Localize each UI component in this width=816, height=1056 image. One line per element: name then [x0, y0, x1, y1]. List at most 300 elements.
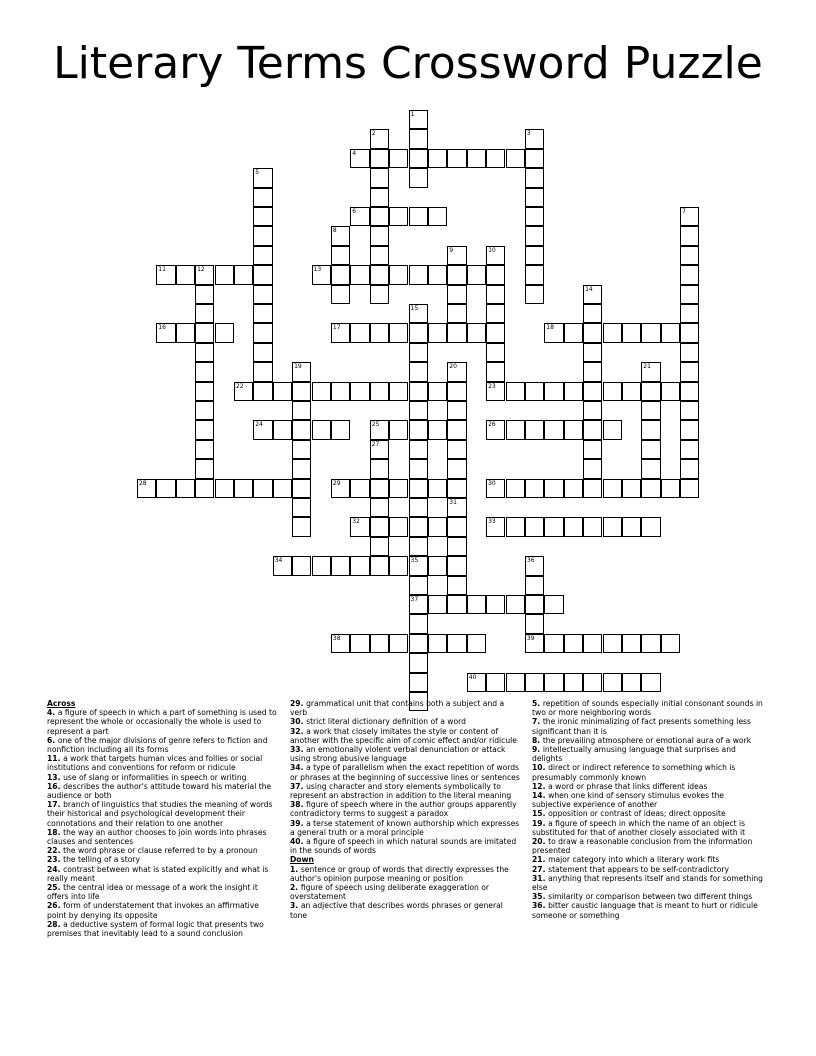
grid-cell[interactable]: [370, 634, 389, 653]
grid-cell[interactable]: [292, 401, 311, 420]
clue-item: 3. an adjective that describes words phrases or general tone: [290, 901, 503, 920]
grid-cell[interactable]: [486, 149, 505, 168]
grid-cell[interactable]: [544, 634, 563, 653]
grid-cell[interactable]: [544, 517, 563, 536]
grid-cell[interactable]: [215, 323, 234, 342]
grid-cell[interactable]: [641, 420, 660, 439]
grid-cell[interactable]: [234, 265, 253, 284]
grid-cell[interactable]: [253, 382, 272, 401]
clue-number: 26: [488, 421, 496, 429]
grid-cell[interactable]: [544, 479, 563, 498]
grid-cell[interactable]: [583, 362, 602, 381]
grid-cell[interactable]: [447, 576, 466, 595]
grid-cell[interactable]: [409, 323, 428, 342]
grid-cell[interactable]: [583, 440, 602, 459]
grid-cell[interactable]: [525, 246, 544, 265]
grid-cell[interactable]: [350, 382, 369, 401]
grid-cell[interactable]: [661, 382, 680, 401]
grid-cell[interactable]: [370, 382, 389, 401]
clue-number: 36: [526, 557, 535, 565]
grid-cell[interactable]: [486, 323, 505, 342]
grid-cell[interactable]: [409, 149, 428, 168]
grid-cell[interactable]: [583, 420, 602, 439]
grid-cell[interactable]: [506, 479, 525, 498]
grid-cell[interactable]: [680, 440, 699, 459]
grid-cell[interactable]: [409, 614, 428, 633]
grid-cell[interactable]: [428, 382, 447, 401]
grid-cell[interactable]: [486, 246, 505, 265]
grid-cell[interactable]: [506, 595, 525, 614]
grid-cell[interactable]: [292, 498, 311, 517]
grid-cell[interactable]: [564, 517, 583, 536]
grid-cell[interactable]: [156, 479, 175, 498]
across-header: Across: [47, 699, 76, 708]
grid-cell[interactable]: [564, 673, 583, 692]
grid-cell[interactable]: [661, 479, 680, 498]
grid-cell[interactable]: [525, 576, 544, 595]
grid-cell[interactable]: [525, 265, 544, 284]
grid-cell[interactable]: [680, 362, 699, 381]
clue-number: 18: [546, 324, 554, 332]
grid-cell[interactable]: [447, 440, 466, 459]
grid-cell[interactable]: [428, 420, 447, 439]
grid-cell[interactable]: [622, 634, 641, 653]
grid-cell[interactable]: [389, 634, 408, 653]
grid-cell[interactable]: [680, 401, 699, 420]
grid-cell[interactable]: [428, 595, 447, 614]
grid-cell[interactable]: [564, 382, 583, 401]
grid-cell[interactable]: [389, 382, 408, 401]
grid-cell[interactable]: [603, 420, 622, 439]
grid-cell[interactable]: [273, 556, 292, 575]
grid-cell[interactable]: [583, 285, 602, 304]
grid-cell[interactable]: [486, 304, 505, 323]
grid-cell[interactable]: [603, 634, 622, 653]
grid-cell[interactable]: [292, 420, 311, 439]
grid-cell[interactable]: [409, 479, 428, 498]
grid-cell[interactable]: [156, 323, 175, 342]
grid-cell[interactable]: [389, 479, 408, 498]
grid-cell[interactable]: [486, 673, 505, 692]
grid-cell[interactable]: [195, 323, 214, 342]
clue-number: 30: [488, 479, 496, 487]
grid-cell[interactable]: [428, 207, 447, 226]
grid-cell[interactable]: [331, 634, 350, 653]
grid-cell[interactable]: [525, 556, 544, 575]
grid-cell[interactable]: [506, 149, 525, 168]
grid-cell[interactable]: [215, 265, 234, 284]
grid-cell[interactable]: [525, 634, 544, 653]
grid-cell[interactable]: [331, 556, 350, 575]
grid-cell[interactable]: [680, 285, 699, 304]
grid-cell[interactable]: [661, 323, 680, 342]
grid-cell[interactable]: [389, 323, 408, 342]
grid-cell[interactable]: [350, 323, 369, 342]
grid-cell[interactable]: [409, 382, 428, 401]
grid-cell[interactable]: [292, 556, 311, 575]
grid-cell[interactable]: [525, 168, 544, 187]
grid-cell[interactable]: [447, 537, 466, 556]
grid-cell[interactable]: [680, 207, 699, 226]
grid-cell[interactable]: [486, 362, 505, 381]
grid-cell[interactable]: [389, 265, 408, 284]
grid-cell[interactable]: [486, 420, 505, 439]
grid-cell[interactable]: [564, 634, 583, 653]
grid-cell[interactable]: [447, 246, 466, 265]
grid-cell[interactable]: [467, 634, 486, 653]
grid-cell[interactable]: [409, 265, 428, 284]
grid-cell[interactable]: [389, 420, 408, 439]
grid-cell[interactable]: [544, 673, 563, 692]
grid-cell[interactable]: [331, 285, 350, 304]
grid-cell[interactable]: [370, 246, 389, 265]
grid-cell[interactable]: [583, 517, 602, 536]
grid-cell[interactable]: [564, 420, 583, 439]
grid-cell[interactable]: [447, 382, 466, 401]
grid-cell[interactable]: [234, 479, 253, 498]
grid-cell[interactable]: [486, 517, 505, 536]
grid-cell[interactable]: [603, 323, 622, 342]
grid-cell[interactable]: [544, 595, 563, 614]
grid-cell[interactable]: [370, 285, 389, 304]
grid-cell[interactable]: [370, 265, 389, 284]
grid-cell[interactable]: [370, 459, 389, 478]
grid-cell[interactable]: [583, 479, 602, 498]
grid-cell[interactable]: [273, 382, 292, 401]
grid-cell[interactable]: [583, 343, 602, 362]
grid-cell[interactable]: [409, 634, 428, 653]
grid-cell[interactable]: [389, 207, 408, 226]
grid-cell[interactable]: [583, 304, 602, 323]
grid-cell[interactable]: [156, 265, 175, 284]
grid-cell[interactable]: [622, 517, 641, 536]
grid-cell[interactable]: [447, 285, 466, 304]
grid-cell[interactable]: [641, 382, 660, 401]
grid-cell[interactable]: [525, 382, 544, 401]
grid-cell[interactable]: [409, 517, 428, 536]
grid-cell[interactable]: [370, 537, 389, 556]
grid-cell[interactable]: [409, 556, 428, 575]
grid-cell[interactable]: [253, 168, 272, 187]
grid-cell[interactable]: [680, 265, 699, 284]
grid-cell[interactable]: [603, 479, 622, 498]
grid-cell[interactable]: [486, 343, 505, 362]
grid-cell[interactable]: [331, 246, 350, 265]
grid-cell[interactable]: [486, 265, 505, 284]
grid-cell[interactable]: [506, 420, 525, 439]
grid-cell[interactable]: [506, 673, 525, 692]
grid-cell[interactable]: [195, 401, 214, 420]
grid-cell[interactable]: [467, 673, 486, 692]
grid-cell[interactable]: [331, 323, 350, 342]
grid-cell[interactable]: [409, 595, 428, 614]
grid-cell[interactable]: [525, 149, 544, 168]
grid-cell[interactable]: [370, 207, 389, 226]
grid-cell[interactable]: [331, 226, 350, 245]
grid-cell[interactable]: [370, 188, 389, 207]
grid-cell[interactable]: [389, 517, 408, 536]
grid-cell[interactable]: [544, 420, 563, 439]
grid-cell[interactable]: [583, 459, 602, 478]
grid-cell[interactable]: [447, 420, 466, 439]
grid-cell[interactable]: [195, 440, 214, 459]
grid-cell[interactable]: [370, 226, 389, 245]
grid-cell[interactable]: [195, 362, 214, 381]
grid-cell[interactable]: [680, 343, 699, 362]
grid-cell[interactable]: [176, 265, 195, 284]
grid-cell[interactable]: [195, 285, 214, 304]
grid-cell[interactable]: [409, 129, 428, 148]
grid-cell[interactable]: [331, 420, 350, 439]
grid-cell[interactable]: [409, 459, 428, 478]
grid-cell[interactable]: [253, 323, 272, 342]
grid-cell[interactable]: [525, 129, 544, 148]
grid-cell[interactable]: [525, 226, 544, 245]
grid-cell[interactable]: [195, 265, 214, 284]
grid-cell[interactable]: [467, 595, 486, 614]
grid-cell[interactable]: [370, 168, 389, 187]
grid-cell[interactable]: [447, 595, 466, 614]
clues-column-2: [290, 699, 522, 920]
grid-cell[interactable]: [661, 634, 680, 653]
grid-cell[interactable]: [350, 517, 369, 536]
grid-cell[interactable]: [428, 556, 447, 575]
grid-cell[interactable]: [409, 653, 428, 672]
grid-cell[interactable]: [409, 362, 428, 381]
grid-cell[interactable]: [292, 440, 311, 459]
grid-cell[interactable]: [428, 323, 447, 342]
grid-cell[interactable]: [486, 595, 505, 614]
grid-cell[interactable]: [312, 420, 331, 439]
grid-cell[interactable]: [370, 479, 389, 498]
grid-cell[interactable]: [447, 149, 466, 168]
grid-cell[interactable]: [447, 459, 466, 478]
grid-cell[interactable]: [370, 517, 389, 536]
grid-cell[interactable]: [253, 304, 272, 323]
grid-cell[interactable]: [641, 634, 660, 653]
grid-cell[interactable]: [195, 304, 214, 323]
grid-cell[interactable]: [603, 517, 622, 536]
grid-cell[interactable]: [525, 188, 544, 207]
grid-cell[interactable]: [603, 673, 622, 692]
grid-cell[interactable]: [622, 382, 641, 401]
clue-item: 21. major category into which a literary work fits: [532, 855, 720, 865]
grid-cell[interactable]: [622, 323, 641, 342]
grid-cell[interactable]: [312, 556, 331, 575]
grid-cell[interactable]: [273, 420, 292, 439]
grid-cell[interactable]: [409, 207, 428, 226]
grid-cell[interactable]: [370, 149, 389, 168]
grid-cell[interactable]: [292, 479, 311, 498]
grid-cell[interactable]: [253, 207, 272, 226]
grid-cell[interactable]: [680, 323, 699, 342]
grid-cell[interactable]: [370, 556, 389, 575]
grid-cell[interactable]: [253, 420, 272, 439]
grid-cell[interactable]: [409, 343, 428, 362]
clues-column-1: [47, 699, 279, 938]
clue-number: 16: [158, 324, 166, 332]
clue-number: 25: [371, 421, 380, 429]
grid-cell[interactable]: [603, 382, 622, 401]
grid-cell[interactable]: [447, 634, 466, 653]
grid-cell[interactable]: [525, 285, 544, 304]
grid-cell[interactable]: [389, 149, 408, 168]
grid-cell[interactable]: [680, 420, 699, 439]
grid-cell[interactable]: [292, 459, 311, 478]
grid-cell[interactable]: [370, 440, 389, 459]
grid-cell[interactable]: [312, 382, 331, 401]
grid-cell[interactable]: [253, 226, 272, 245]
grid-cell[interactable]: [176, 323, 195, 342]
grid-cell[interactable]: [428, 479, 447, 498]
grid-cell[interactable]: [680, 226, 699, 245]
grid-cell[interactable]: [292, 517, 311, 536]
grid-cell[interactable]: [447, 265, 466, 284]
grid-cell[interactable]: [253, 362, 272, 381]
grid-cell[interactable]: [195, 420, 214, 439]
grid-cell[interactable]: [525, 614, 544, 633]
grid-cell[interactable]: [409, 420, 428, 439]
grid-cell[interactable]: [428, 149, 447, 168]
grid-cell[interactable]: [467, 149, 486, 168]
grid-cell[interactable]: [350, 479, 369, 498]
grid-cell[interactable]: [447, 517, 466, 536]
grid-cell[interactable]: [447, 304, 466, 323]
grid-cell[interactable]: [486, 382, 505, 401]
grid-cell[interactable]: [331, 265, 350, 284]
grid-cell[interactable]: [564, 323, 583, 342]
grid-cell[interactable]: [641, 673, 660, 692]
grid-cell[interactable]: [467, 323, 486, 342]
grid-cell[interactable]: [137, 479, 156, 498]
grid-cell[interactable]: [350, 634, 369, 653]
grid-cell[interactable]: [544, 323, 563, 342]
clue-item: 17. branch of linguistics that studies the meaning of words their historical and psychological development their connotations and their relation to one another: [47, 800, 273, 828]
grid-cell[interactable]: [350, 207, 369, 226]
grid-cell[interactable]: [428, 634, 447, 653]
grid-cell[interactable]: [409, 576, 428, 595]
grid-cell[interactable]: [641, 459, 660, 478]
grid-cell[interactable]: [447, 556, 466, 575]
grid-cell[interactable]: [409, 110, 428, 129]
grid-cell[interactable]: [253, 343, 272, 362]
grid-cell[interactable]: [292, 382, 311, 401]
grid-cell[interactable]: [641, 479, 660, 498]
grid-cell[interactable]: [641, 517, 660, 536]
grid-cell[interactable]: [292, 362, 311, 381]
grid-cell[interactable]: [428, 517, 447, 536]
grid-cell[interactable]: [447, 479, 466, 498]
grid-cell[interactable]: [409, 168, 428, 187]
grid-cell[interactable]: [506, 382, 525, 401]
grid-cell[interactable]: [176, 479, 195, 498]
grid-cell[interactable]: [583, 323, 602, 342]
grid-cell[interactable]: [253, 285, 272, 304]
grid-cell[interactable]: [544, 382, 563, 401]
grid-cell[interactable]: [409, 537, 428, 556]
grid-cell[interactable]: [680, 246, 699, 265]
grid-cell[interactable]: [409, 304, 428, 323]
grid-cell[interactable]: [641, 323, 660, 342]
clue-number: 31: [449, 499, 457, 506]
grid-cell[interactable]: [370, 129, 389, 148]
grid-cell[interactable]: [273, 479, 292, 498]
grid-cell[interactable]: [583, 382, 602, 401]
grid-cell[interactable]: [467, 265, 486, 284]
grid-cell[interactable]: [622, 479, 641, 498]
grid-cell[interactable]: [331, 479, 350, 498]
grid-cell[interactable]: [409, 673, 428, 692]
grid-cell[interactable]: [506, 517, 525, 536]
grid-cell[interactable]: [525, 420, 544, 439]
grid-cell[interactable]: [525, 595, 544, 614]
grid-cell[interactable]: [583, 673, 602, 692]
grid-cell[interactable]: [486, 479, 505, 498]
grid-cell[interactable]: [253, 265, 272, 284]
grid-cell[interactable]: [486, 285, 505, 304]
grid-cell[interactable]: [331, 382, 350, 401]
grid-cell[interactable]: [525, 517, 544, 536]
grid-cell[interactable]: [195, 343, 214, 362]
grid-cell[interactable]: [195, 459, 214, 478]
grid-cell[interactable]: [253, 246, 272, 265]
grid-cell[interactable]: [409, 440, 428, 459]
grid-cell[interactable]: [370, 323, 389, 342]
grid-cell[interactable]: [583, 401, 602, 420]
grid-cell[interactable]: [525, 673, 544, 692]
clue-number: 39: [526, 634, 535, 642]
grid-cell[interactable]: [195, 479, 214, 498]
grid-cell[interactable]: [370, 420, 389, 439]
grid-cell[interactable]: [389, 556, 408, 575]
grid-cell[interactable]: [641, 440, 660, 459]
grid-cell[interactable]: [409, 401, 428, 420]
grid-cell[interactable]: [564, 479, 583, 498]
grid-cell[interactable]: [350, 149, 369, 168]
grid-cell[interactable]: [447, 362, 466, 381]
grid-cell[interactable]: [215, 479, 234, 498]
grid-cell[interactable]: [350, 265, 369, 284]
grid-cell[interactable]: [195, 382, 214, 401]
clue-number: 11: [158, 266, 166, 274]
clue-item: 33. an emotionally violent verbal denunciation or attack using strong abusive language: [290, 745, 506, 764]
grid-cell[interactable]: [234, 382, 253, 401]
clue-item: 12. a word or phrase that links different ideas: [532, 781, 708, 791]
grid-cell[interactable]: [583, 634, 602, 653]
grid-cell[interactable]: [447, 323, 466, 342]
grid-cell[interactable]: [447, 498, 466, 517]
grid-cell[interactable]: [680, 382, 699, 401]
grid-cell[interactable]: [680, 304, 699, 323]
grid-cell[interactable]: [525, 479, 544, 498]
grid-cell[interactable]: [680, 479, 699, 498]
clue-item: 31. anything that represents itself and stands for something else: [532, 873, 763, 893]
grid-cell[interactable]: [312, 265, 331, 284]
grid-cell[interactable]: [641, 401, 660, 420]
grid-cell[interactable]: [622, 673, 641, 692]
grid-cell[interactable]: [641, 362, 660, 381]
grid-cell[interactable]: [350, 556, 369, 575]
clue-number: 3: [526, 130, 531, 138]
grid-cell[interactable]: [428, 265, 447, 284]
grid-cell[interactable]: [253, 479, 272, 498]
grid-cell[interactable]: [370, 498, 389, 517]
grid-cell[interactable]: [253, 188, 272, 207]
grid-cell[interactable]: [680, 459, 699, 478]
grid-cell[interactable]: [525, 207, 544, 226]
grid-cell[interactable]: [447, 401, 466, 420]
grid-cell[interactable]: [409, 498, 428, 517]
